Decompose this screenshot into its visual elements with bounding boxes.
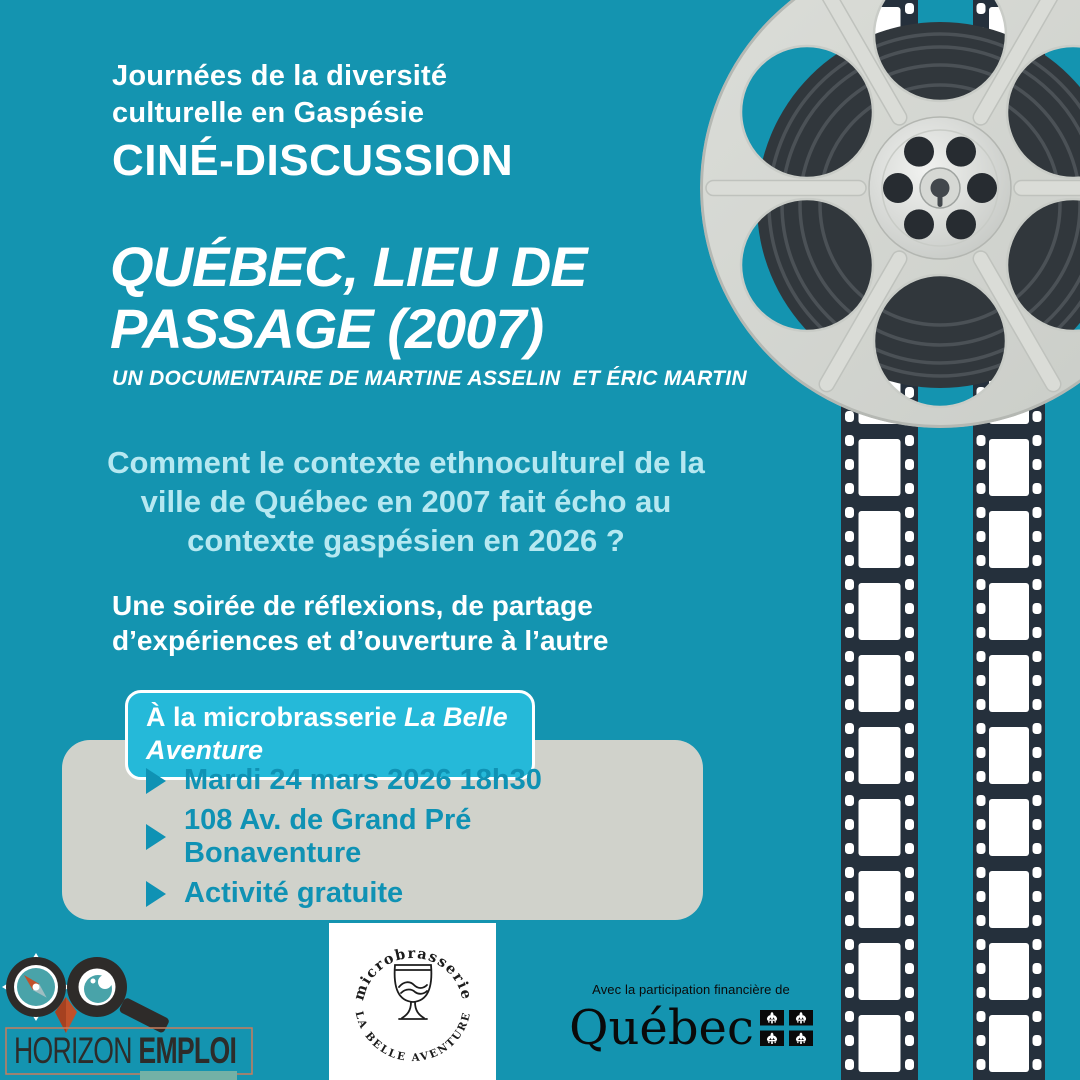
description-line2: d’expériences et d’ouverture à l’autre xyxy=(112,625,609,656)
owl-magnifier-icon xyxy=(67,957,170,1034)
list-item xyxy=(146,764,542,797)
question-line3: contexte gaspésien en 2026 ? xyxy=(187,523,625,558)
venue-name: La Belle Aventure xyxy=(146,702,508,765)
question-line2: ville de Québec en 2007 fait écho au xyxy=(140,484,672,519)
quebec-signature xyxy=(560,1000,822,1056)
belle-aventure-arc-text: LA BELLE AVENTURE xyxy=(352,1010,474,1065)
event-series-line1: Journées de la diversité xyxy=(112,60,448,92)
svg-text:microbrasserie xyxy=(350,945,475,1002)
question-line1: Comment le contexte ethnoculturel de la xyxy=(107,445,705,480)
microbrasserie-logo xyxy=(329,923,496,1080)
event-series-title xyxy=(112,58,447,132)
venue-prefix: À la microbrasserie xyxy=(146,702,405,732)
quebec-wordmark: Québec xyxy=(569,1000,754,1056)
film-title-line2: PASSAGE (2007) xyxy=(110,297,544,360)
funding-caption: Avec la participation financière de xyxy=(592,982,790,997)
snifter-glass-icon xyxy=(395,965,432,1019)
bullet-triangle-icon xyxy=(146,881,166,907)
discussion-question xyxy=(41,443,771,560)
description-line1: Une soirée de réflexions, de partage xyxy=(112,590,593,621)
list-item xyxy=(146,804,542,870)
event-type-title: CINÉ-DISCUSSION xyxy=(112,136,514,185)
bullet-triangle-icon xyxy=(146,824,166,850)
bullet-triangle-icon xyxy=(146,768,166,794)
horizon-emploi-logo xyxy=(0,940,300,1080)
microbrasserie-logo-card xyxy=(329,923,496,1080)
logo-base-bar xyxy=(140,1071,237,1080)
event-datetime: Mardi 24 mars 2026 18h30 xyxy=(184,764,542,796)
film-title-line1: QUÉBEC, LIEU DE xyxy=(110,235,587,298)
event-description xyxy=(112,588,608,658)
quebec-sponsor-block xyxy=(560,982,822,1056)
event-price: Activité gratuite xyxy=(184,877,404,909)
event-series-line2: culturelle en Gaspésie xyxy=(112,97,425,129)
details-list xyxy=(146,764,542,910)
horizon-emploi-wordmark: HORIZON EMPLOI xyxy=(14,1029,237,1072)
address-line2: Bonaventure xyxy=(184,837,362,869)
address-line1: 108 Av. de Grand Pré xyxy=(184,804,472,836)
list-item xyxy=(146,877,542,910)
film-reel-icon xyxy=(700,0,1080,428)
quebec-flag-icon xyxy=(760,1010,813,1046)
microbrasserie-arc-text: microbrasserie xyxy=(350,944,476,1003)
event-address xyxy=(184,804,471,870)
film-credit: UN DOCUMENTAIRE DE MARTINE ASSELIN ET ÉRIC MARTIN xyxy=(112,367,747,390)
film-title xyxy=(110,236,587,360)
